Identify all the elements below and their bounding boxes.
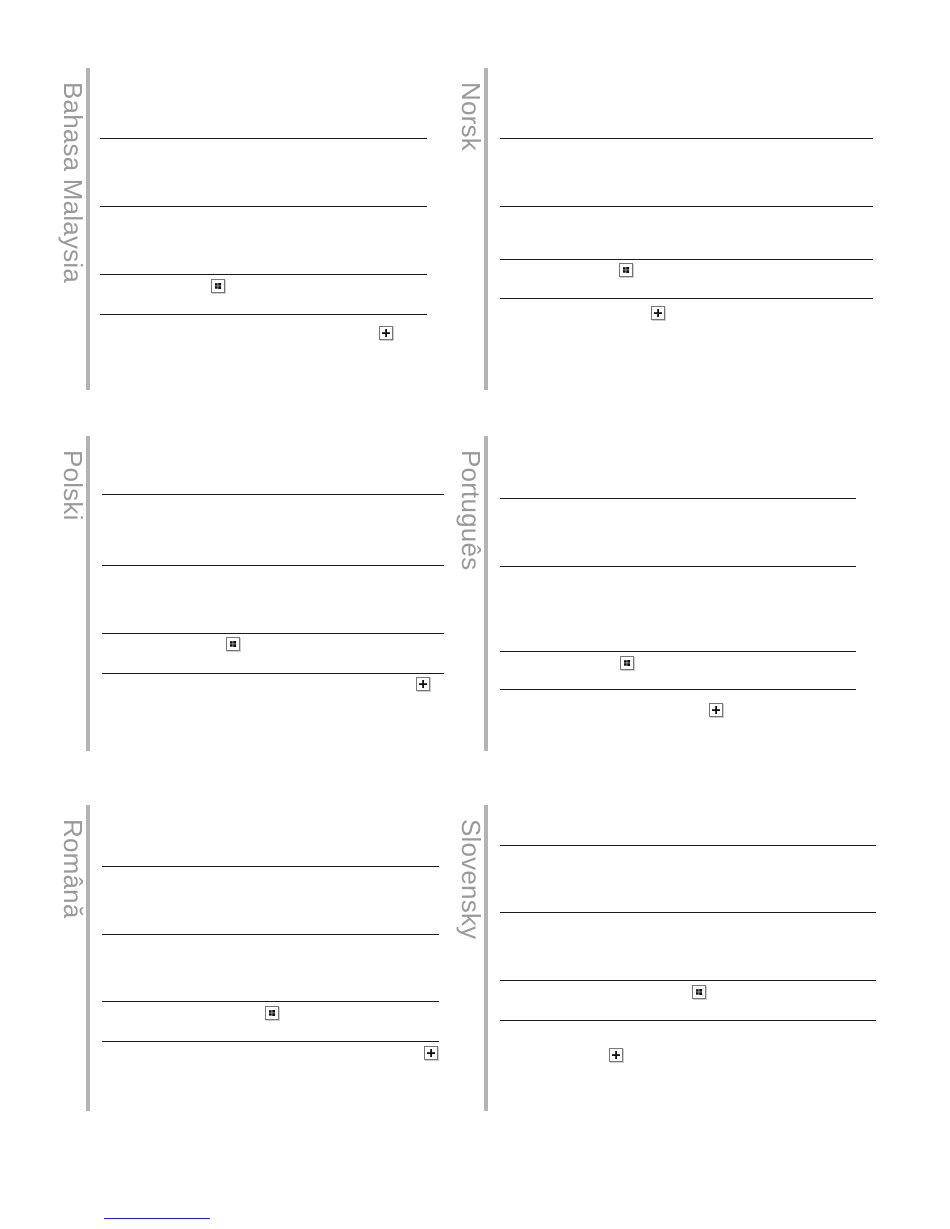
plus-key-icon	[416, 677, 430, 691]
windows-key-icon	[265, 1006, 279, 1020]
divider-line	[102, 565, 444, 566]
divider-line	[500, 138, 873, 139]
plus-key-icon	[379, 326, 393, 340]
top-bar	[0, 0, 950, 46]
section-slovensky	[456, 805, 879, 1111]
windows-key-icon	[211, 279, 225, 293]
divider-line	[102, 673, 444, 674]
plus-key-icon	[709, 703, 723, 717]
divider-line	[100, 138, 427, 139]
divider-line	[102, 1001, 439, 1002]
divider-line	[500, 845, 876, 846]
section-romana	[58, 805, 442, 1111]
plus-key-icon	[609, 1048, 623, 1062]
divider-line	[500, 912, 876, 913]
divider-line	[500, 259, 873, 260]
footer-link-underline[interactable]	[104, 1218, 210, 1219]
section-portugues	[456, 436, 859, 751]
section-norsk	[456, 68, 876, 390]
divider-line	[102, 633, 444, 634]
divider-line	[102, 1041, 439, 1042]
windows-key-icon	[692, 985, 706, 999]
divider-line	[500, 689, 856, 690]
section-title: Bahasa Malaysia	[58, 82, 88, 283]
divider-line	[500, 651, 856, 652]
divider-line	[102, 934, 439, 935]
section-title: Norsk	[456, 82, 486, 151]
section-title: Português	[456, 450, 486, 571]
divider-line	[500, 206, 873, 207]
plus-key-icon	[651, 306, 665, 320]
divider-line	[100, 206, 427, 207]
divider-line	[500, 498, 856, 499]
divider-line	[100, 314, 427, 315]
divider-line	[102, 494, 444, 495]
section-title: Polski	[58, 450, 88, 521]
divider-line	[100, 274, 427, 275]
divider-line	[500, 566, 856, 567]
section-title: Română	[58, 819, 88, 919]
divider-line	[500, 298, 873, 299]
windows-key-icon	[226, 637, 240, 651]
windows-key-icon	[619, 263, 633, 277]
section-title: Slovensky	[456, 819, 486, 940]
divider-line	[500, 980, 876, 981]
divider-line	[102, 866, 439, 867]
section-bahasa-malaysia	[58, 68, 431, 390]
plus-key-icon	[424, 1046, 438, 1060]
section-polski	[58, 436, 446, 751]
divider-line	[500, 1020, 876, 1021]
windows-key-icon	[620, 656, 634, 670]
